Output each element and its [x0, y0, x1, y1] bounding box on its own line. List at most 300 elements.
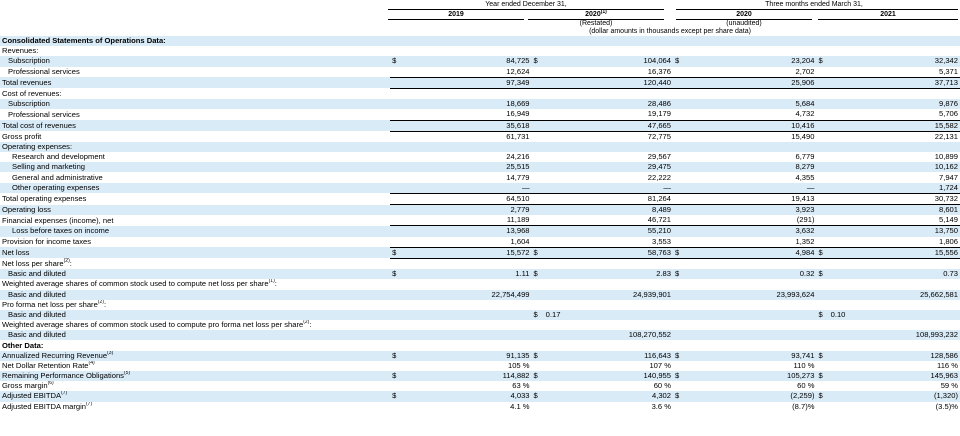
- column-header: [0, 0, 960, 36]
- value-cell: 108,270,552: [544, 330, 673, 340]
- value-cell: [685, 310, 816, 320]
- currency-symbol: [673, 46, 685, 56]
- currency-symbol: $: [673, 247, 685, 258]
- table-row: [0, 381, 960, 391]
- value-cell: —: [402, 183, 531, 194]
- row-label-text: Adjusted EBITDA: [2, 391, 62, 401]
- currency-symbol: $: [390, 391, 402, 401]
- value-cell: 28,486: [544, 99, 673, 109]
- value-cell: 72,775: [647, 131, 671, 141]
- row-label: [0, 120, 390, 131]
- row-label-text: Selling and marketing: [12, 162, 86, 172]
- currency-symbol: [816, 46, 828, 56]
- currency-symbol: [532, 402, 544, 412]
- row-label: [0, 36, 390, 46]
- currency-symbol: [673, 193, 685, 204]
- value-cell: 59 %: [940, 381, 958, 391]
- footnote-ref: (4): [88, 360, 95, 366]
- table-row: [0, 99, 960, 109]
- value-cell: 3.6 %: [651, 401, 671, 411]
- row-label: [0, 215, 390, 226]
- table-row: [0, 247, 960, 258]
- value-cell: [829, 142, 960, 152]
- value-cell: 22,131: [934, 131, 958, 141]
- table-row: [0, 152, 960, 162]
- value-cell: 15,582: [829, 120, 960, 131]
- currency-symbol: [673, 402, 685, 412]
- currency-symbol: [532, 258, 544, 269]
- footnote-ref: (2): [63, 258, 70, 264]
- value-cell: [685, 46, 816, 56]
- currency-symbol: [673, 120, 685, 131]
- value-cell: 5,684: [685, 99, 816, 109]
- row-label-suffix: :: [103, 299, 107, 309]
- value-cell: 12,624: [402, 67, 531, 78]
- value-cell: [829, 320, 960, 330]
- currency-symbol: [673, 99, 685, 109]
- row-label-text: Financial expenses (income), net: [2, 215, 114, 225]
- value-cell: [544, 258, 673, 269]
- row-label: [0, 56, 390, 66]
- currency-symbol: [532, 36, 544, 46]
- footnote-ref: (5): [123, 371, 131, 377]
- value-cell: [402, 258, 531, 269]
- table-row: [0, 193, 960, 204]
- value-cell: 19,179: [544, 109, 673, 120]
- row-label-text: Net loss per share: [2, 258, 64, 268]
- statement-rows: [0, 36, 960, 412]
- currency-symbol: [390, 99, 402, 109]
- value-cell: 24,216: [506, 152, 530, 162]
- table-row: [0, 131, 960, 142]
- header-2020-sup: (1): [600, 9, 607, 15]
- currency-symbol: [673, 77, 685, 88]
- value-cell: 19,413: [685, 193, 816, 204]
- currency-symbol: [673, 142, 685, 152]
- currency-symbol: [816, 320, 828, 330]
- currency-symbol: [532, 361, 544, 371]
- row-label: [0, 67, 390, 78]
- table-row: [0, 340, 960, 350]
- value-cell: 47,665: [544, 120, 673, 131]
- currency-symbol: [816, 131, 828, 142]
- value-cell: 5,706: [829, 109, 960, 120]
- header-2019: 2019: [448, 11, 464, 18]
- row-label: [0, 310, 390, 320]
- currency-symbol: [816, 300, 828, 310]
- currency-symbol: [816, 237, 828, 248]
- value-cell: 58,763: [544, 247, 673, 258]
- row-label: [0, 162, 390, 172]
- value-cell: 110 %: [793, 360, 815, 370]
- table-row: [0, 371, 960, 381]
- header-restated: (Restated): [579, 20, 613, 27]
- row-label: [0, 371, 390, 381]
- row-label-text: Net Dollar Retention Rate: [2, 360, 89, 370]
- currency-symbol: [673, 310, 685, 320]
- value-cell: 13,750: [829, 226, 960, 237]
- row-label-text: Other operating expenses: [12, 182, 100, 192]
- value-cell: 22,222: [647, 172, 671, 182]
- currency-symbol: $: [532, 269, 544, 279]
- currency-symbol: [532, 172, 544, 182]
- value-cell: 6,779: [795, 152, 815, 162]
- currency-symbol: [390, 36, 402, 46]
- value-cell: 128,586: [829, 351, 960, 361]
- currency-symbol: [390, 152, 402, 162]
- currency-symbol: [816, 381, 828, 391]
- value-cell: 61,731: [506, 131, 530, 141]
- currency-symbol: [390, 131, 402, 142]
- value-cell: 37,713: [829, 77, 960, 88]
- row-label: [0, 269, 390, 279]
- currency-symbol: [673, 183, 685, 194]
- value-cell: [685, 88, 816, 99]
- value-cell: 1,352: [685, 237, 816, 248]
- currency-symbol: [816, 226, 828, 237]
- value-cell: 4,302: [544, 391, 673, 401]
- header-year-group: Year ended December 31,: [485, 1, 567, 8]
- table-row: [0, 351, 960, 361]
- currency-symbol: $: [532, 391, 544, 401]
- currency-symbol: [532, 381, 544, 391]
- currency-symbol: [673, 290, 685, 300]
- value-cell: 63 %: [512, 381, 530, 391]
- value-cell: 16,376: [544, 67, 673, 78]
- currency-symbol: [816, 258, 828, 269]
- value-cell: [685, 36, 816, 46]
- header-quarter-group: Three months ended March 31,: [765, 1, 863, 8]
- value-cell: 0.32: [685, 269, 816, 279]
- currency-symbol: [673, 205, 685, 216]
- value-cell: 16,949: [402, 109, 531, 120]
- currency-symbol: [390, 142, 402, 152]
- row-label-text: Total cost of revenues: [2, 120, 76, 130]
- row-label: [0, 290, 390, 300]
- row-label: [0, 88, 390, 99]
- value-cell: 9,876: [829, 99, 960, 109]
- row-label-text: Remaining Performance Obligations: [2, 371, 124, 381]
- row-label-text: Operating expenses:: [2, 141, 73, 151]
- row-label: [0, 152, 390, 162]
- value-cell: 3,923: [685, 205, 816, 216]
- row-label: [0, 300, 390, 310]
- value-cell: 105 %: [507, 360, 530, 370]
- table-row: [0, 310, 960, 320]
- value-cell: [402, 340, 531, 350]
- currency-symbol: [673, 226, 685, 237]
- header-2020: [528, 10, 664, 19]
- value-cell: 140,955: [544, 371, 673, 381]
- row-label: [0, 247, 390, 258]
- row-label-text: Basic and diluted: [8, 330, 66, 340]
- currency-symbol: [532, 320, 544, 330]
- row-label: [0, 77, 390, 88]
- currency-symbol: [390, 205, 402, 216]
- value-cell: —: [544, 183, 673, 194]
- currency-symbol: [816, 67, 828, 78]
- table-row: [0, 162, 960, 172]
- currency-symbol: [816, 193, 828, 204]
- value-cell: 23,993,624: [685, 290, 816, 300]
- currency-symbol: [390, 340, 402, 350]
- currency-symbol: [532, 215, 544, 226]
- currency-symbol: [532, 279, 544, 289]
- currency-symbol: [532, 300, 544, 310]
- table-row: [0, 205, 960, 216]
- value-cell: [402, 320, 531, 330]
- currency-symbol: [673, 237, 685, 248]
- currency-symbol: [816, 152, 828, 162]
- value-cell: 60 %: [797, 381, 815, 391]
- table-row: [0, 237, 960, 248]
- table-row: [0, 300, 960, 310]
- currency-symbol: [390, 330, 402, 340]
- currency-symbol: [532, 290, 544, 300]
- row-label-text: Revenues:: [2, 46, 39, 56]
- currency-symbol: $: [673, 391, 685, 401]
- value-cell: [544, 320, 673, 330]
- value-cell: 55,210: [544, 226, 673, 237]
- value-cell: 0.73: [829, 269, 960, 279]
- row-label-text: Professional services: [8, 66, 80, 76]
- currency-symbol: [532, 237, 544, 248]
- currency-symbol: $: [816, 391, 828, 401]
- table-row: [0, 320, 960, 330]
- currency-symbol: $: [673, 56, 685, 66]
- currency-symbol: [390, 183, 402, 194]
- value-cell: [544, 279, 673, 289]
- currency-symbol: [532, 162, 544, 172]
- value-cell: 4,355: [795, 172, 815, 182]
- currency-symbol: [816, 361, 828, 371]
- value-cell: —: [685, 183, 816, 194]
- currency-symbol: $: [390, 56, 402, 66]
- row-label: [0, 99, 390, 109]
- currency-symbol: [390, 320, 402, 330]
- currency-symbol: [532, 67, 544, 78]
- value-cell: [402, 330, 531, 340]
- row-label: [0, 237, 390, 248]
- row-label: [0, 142, 390, 152]
- row-label-text: Total operating expenses: [2, 193, 87, 203]
- currency-symbol: [532, 142, 544, 152]
- value-cell: 4,732: [685, 109, 816, 120]
- currency-symbol: [816, 183, 828, 194]
- table-row: [0, 279, 960, 289]
- value-cell: 105,273: [685, 371, 816, 381]
- table-row: [0, 215, 960, 226]
- currency-symbol: [673, 131, 685, 142]
- currency-symbol: [816, 77, 828, 88]
- currency-symbol: [390, 402, 402, 412]
- currency-symbol: [673, 320, 685, 330]
- row-label-text: Adjusted EBITDA margin: [2, 401, 86, 411]
- value-cell: [402, 279, 531, 289]
- table-row: [0, 120, 960, 131]
- value-cell: 1.11: [402, 269, 531, 279]
- currency-symbol: [673, 361, 685, 371]
- value-cell: 1,604: [402, 237, 531, 248]
- row-label-text: General and administrative: [12, 172, 103, 182]
- value-cell: 114,882: [402, 371, 531, 381]
- value-cell: 1,724: [829, 183, 960, 194]
- table-row: [0, 361, 960, 371]
- table-row: [0, 330, 960, 340]
- footnote-ref: (2): [303, 320, 310, 326]
- currency-symbol: [816, 215, 828, 226]
- currency-symbol: [673, 152, 685, 162]
- currency-symbol: [532, 340, 544, 350]
- currency-symbol: $: [390, 371, 402, 381]
- value-cell: 25,515: [402, 162, 531, 172]
- value-cell: 107 %: [649, 360, 671, 370]
- table-row: [0, 183, 960, 194]
- currency-symbol: [390, 237, 402, 248]
- currency-symbol: [390, 361, 402, 371]
- row-label: [0, 226, 390, 237]
- header-units: (dollar amounts in thousands except per share data): [589, 28, 751, 35]
- currency-symbol: $: [816, 310, 828, 320]
- value-cell: 29,567: [647, 152, 671, 162]
- currency-symbol: [673, 300, 685, 310]
- footnote-ref: (1): [268, 279, 275, 285]
- table-row: [0, 172, 960, 182]
- currency-symbol: [390, 258, 402, 269]
- row-label: [0, 131, 390, 142]
- table-row: [0, 77, 960, 88]
- currency-symbol: [390, 193, 402, 204]
- value-cell: 91,135: [402, 351, 531, 361]
- value-cell: 2,779: [402, 205, 531, 216]
- footnote-ref: (2): [97, 299, 104, 305]
- row-label: [0, 172, 390, 182]
- value-cell: 15,556: [829, 247, 960, 258]
- row-label-text: Basic and diluted: [8, 309, 66, 319]
- currency-symbol: $: [673, 351, 685, 361]
- value-cell: 11,189: [402, 215, 531, 226]
- value-cell: 116 %: [937, 360, 958, 370]
- header-2021-q: 2021: [880, 11, 896, 18]
- currency-symbol: [816, 172, 828, 182]
- value-cell: 84,725: [402, 56, 531, 66]
- value-cell: 35,618: [402, 120, 531, 131]
- currency-symbol: $: [532, 371, 544, 381]
- footnote-ref: (3): [107, 350, 114, 356]
- value-cell: [829, 46, 960, 56]
- row-label: [0, 340, 390, 350]
- currency-symbol: $: [816, 269, 828, 279]
- value-cell: [829, 88, 960, 99]
- currency-symbol: [532, 88, 544, 99]
- row-label-text: Gross profit: [2, 131, 42, 141]
- value-cell: [544, 36, 673, 46]
- value-cell: 18,669: [402, 99, 531, 109]
- row-label-text: Operating loss: [2, 204, 51, 214]
- table-row: [0, 226, 960, 237]
- value-cell: [544, 340, 673, 350]
- row-label-text: Basic and diluted: [8, 269, 66, 279]
- currency-symbol: [673, 330, 685, 340]
- row-label: [0, 391, 390, 401]
- currency-symbol: [673, 67, 685, 78]
- currency-symbol: [816, 120, 828, 131]
- value-cell: 29,475: [544, 162, 673, 172]
- row-label-text: Research and development: [12, 152, 105, 162]
- header-2020-q: 2020: [736, 11, 752, 18]
- value-cell: 8,279: [685, 162, 816, 172]
- table-row: [0, 290, 960, 300]
- row-label: [0, 279, 390, 289]
- value-cell: [829, 36, 960, 46]
- currency-symbol: $: [390, 269, 402, 279]
- value-cell: [685, 279, 816, 289]
- value-cell: 81,264: [544, 193, 673, 204]
- row-label-text: Weighted average shares of common stock used to compute net loss per share: [2, 279, 269, 289]
- row-label-suffix: :: [309, 320, 312, 330]
- row-label: [0, 361, 390, 371]
- value-cell: 4,033: [402, 391, 531, 401]
- value-cell: 2.83: [544, 269, 673, 279]
- row-label: [0, 183, 390, 194]
- currency-symbol: [390, 381, 402, 391]
- footnote-ref: (7): [61, 391, 68, 397]
- value-cell: [685, 300, 816, 310]
- currency-symbol: [673, 381, 685, 391]
- currency-symbol: [532, 46, 544, 56]
- value-cell: 8,601: [829, 205, 960, 216]
- value-cell: 8,489: [544, 205, 673, 216]
- value-cell: [544, 46, 673, 56]
- value-cell: 1,806: [829, 237, 960, 248]
- currency-symbol: [390, 290, 402, 300]
- currency-symbol: [390, 300, 402, 310]
- currency-symbol: $: [390, 351, 402, 361]
- value-cell: (2,259): [685, 391, 816, 401]
- currency-symbol: $: [673, 269, 685, 279]
- footnote-ref: (6): [47, 381, 54, 387]
- header-unaudited: (unaudited): [726, 20, 762, 27]
- value-cell: [544, 88, 673, 99]
- value-cell: [402, 36, 531, 46]
- currency-symbol: $: [673, 371, 685, 381]
- row-label-text: Annualized Recurring Revenue: [2, 350, 108, 360]
- currency-symbol: [673, 172, 685, 182]
- currency-symbol: [816, 330, 828, 340]
- value-cell: 5,149: [829, 215, 960, 226]
- currency-symbol: $: [816, 247, 828, 258]
- value-cell: [544, 300, 673, 310]
- currency-symbol: [673, 215, 685, 226]
- row-label: [0, 109, 390, 120]
- row-label: [0, 381, 390, 391]
- currency-symbol: [532, 193, 544, 204]
- value-cell: 22,754,499: [402, 290, 531, 300]
- value-cell: [685, 330, 816, 340]
- value-cell: (291): [685, 215, 816, 226]
- value-cell: 25,662,581: [829, 290, 960, 300]
- value-cell: [685, 142, 816, 152]
- footnote-ref: (7): [86, 401, 93, 407]
- value-cell: 97,349: [402, 77, 531, 88]
- currency-symbol: $: [532, 247, 544, 258]
- row-label-text: Professional services: [8, 109, 80, 119]
- row-label-text: Basic and diluted: [8, 289, 66, 299]
- currency-symbol: [673, 279, 685, 289]
- table-row: [0, 36, 960, 46]
- row-label: [0, 351, 390, 361]
- value-cell: [685, 340, 816, 350]
